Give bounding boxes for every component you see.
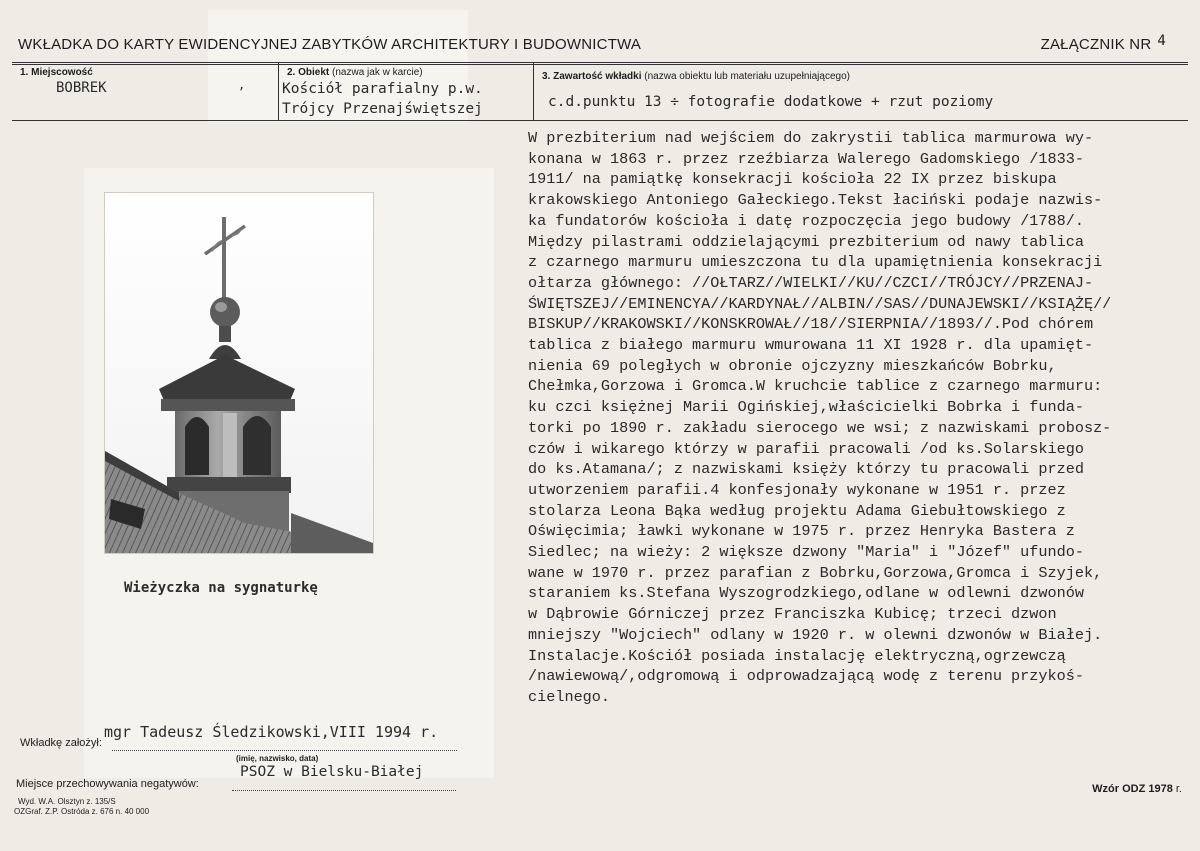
body-line: torki po 1890 r. zakładu sierocego we wsi; z nazwiskami probosz- (528, 418, 1112, 437)
form-template-number: Wzór ODZ 1978 r. (1092, 783, 1182, 795)
locality-value: BOBREK (56, 80, 107, 96)
field-divider-2 (533, 63, 534, 120)
body-line: tablica z białego marmuru wmurowana 11 XI 1928 r. dla upamięt- (528, 336, 1094, 355)
printer-line-1: Wyd. W.A. Olsztyn z. 135/S (18, 797, 116, 806)
field-divider-1 (278, 63, 279, 120)
body-line: w Dąbrowie Górniczej przez Franciszka Kubicę; trzeci dzwon (528, 605, 1057, 624)
body-line: z czarnego marmuru umieszczona tu dla upamiętnienia konsekracji (528, 253, 1103, 272)
church-turret-photograph (105, 193, 373, 553)
body-line: Między pilastrami oddzielającymi prezbiterium od nawy tablica (528, 232, 1084, 251)
author-dotted-line (112, 750, 457, 751)
body-line: nienia 69 poległych w obronie ojczyzny mieszkańców Bobrku, (528, 356, 1057, 375)
negatives-value: PSOZ w Bielsku-Białej (240, 764, 424, 780)
body-line: wane w 1970 r. przez parafian z Bobrku,Gorzowa,Gromca i Szyjek, (528, 563, 1103, 582)
body-line: mniejszy "Wojciech" odlany w 1920 r. w olewni dzwonów w Białej. (528, 625, 1103, 644)
body-line: /nawiewową/,odgromową i odprowadzającą wodę z terenu przykoś- (528, 667, 1084, 686)
body-line: W prezbiterium nad wejściem do zakrystii tablica marmurowa wy- (528, 129, 1094, 147)
body-line: Chełmka,Gorzowa i Gromca.W kruchcie tablice z czarnego marmuru: (528, 377, 1103, 396)
body-text (528, 128, 1168, 708)
author-value: mgr Tadeusz Śledzikowski,VIII 1994 r. (104, 723, 439, 741)
negatives-dotted-line (232, 790, 456, 791)
stray-mark: , (238, 78, 246, 92)
printer-line-2: OZGraf. Z.P. Ostróda z. 676 n. 40 000 (14, 807, 150, 816)
body-line: ołtarza głównego: //OŁTARZ//WIELKI//KU//CZCI//TRÓJCY//PRZENAJ- (528, 273, 1094, 292)
body-line: konana w 1863 r. przez rzeźbiarza Walerego Gadomskiego /1833- (528, 149, 1084, 168)
content-value: c.d.punktu 13 ÷ fotografie dodatkowe + rzut poziomy (548, 94, 994, 110)
author-hint: (imię, nazwisko, data) (236, 754, 319, 763)
rule-top-2 (12, 64, 1188, 65)
body-line: Oświęcimia; ławki wykonane w 1975 r. przez Henryka Bastera z (528, 522, 1075, 541)
rule-fields-bottom (12, 120, 1188, 121)
body-line: ku czci księżnej Marii Ogińskiej,właścicielki Bobrka i funda- (528, 398, 1084, 417)
body-line: do ks.Atamana/; z nazwiskami księży którzy tu pracowali przed (528, 460, 1084, 479)
locality-label: 1. Miejscowość (20, 67, 93, 78)
body-line: 1911/ na pamiątkę konsekracji kościoła 22 IX przez biskupa (528, 170, 1057, 189)
body-line: Instalacje.Kościół posiada instalację elektryczną,ogrzewczą (528, 646, 1066, 665)
body-line: czów i wikarego którzy w parafii pracowali /od ks.Solarskiego (528, 439, 1084, 458)
form-title: WKŁADKA DO KARTY EWIDENCYJNEJ ZABYTKÓW ARCHITEKTURY I BUDOWNICTWA (18, 36, 642, 53)
photo-caption: Wieżyczka na sygnaturkę (124, 580, 318, 596)
attachment-number: ZAŁĄCZNIK NR 4 (1040, 33, 1166, 53)
author-label: Wkładkę założył: (20, 737, 102, 749)
object-value-line-1: Kościół parafialny p.w. (282, 81, 483, 97)
negatives-label: Miejsce przechowywania negatywów: (16, 778, 199, 790)
turret-photo (104, 192, 374, 554)
body-line: stolarza Leona Bąka według projektu Adama Giebułtowskiego z (528, 501, 1066, 520)
body-line: BISKUP//KRAKOWSKI//KONSKROWAŁ//18//SIERPNIA//1893//.Pod chórem (528, 315, 1094, 334)
object-value-line-2: Trójcy Przenajświętszej (282, 101, 483, 117)
body-line: krakowskiego Antoniego Gałeckiego.Tekst łaciński podaje nazwis- (528, 191, 1103, 210)
body-line: ŚWIĘTSZEJ//EMINENCYA//KARDYNAŁ//ALBIN//SAS//DUNAJEWSKI//KSIĄŻĘ// (528, 294, 1112, 313)
body-line: cielnego. (528, 687, 611, 706)
rule-top (12, 62, 1188, 63)
body-line: Siedlec; na wieży: 2 większe dzwony "Maria" i "Józef" ufundo- (528, 543, 1084, 562)
body-line: ka fundatorów kościoła i datę rozpoczęcia jego budowy /1788/. (528, 211, 1084, 230)
content-label: 3. Zawartość wkładki (nazwa obiektu lub materiału uzupełniającego) (542, 71, 850, 82)
object-label: 2. Obiekt (nazwa jak w karcie) (287, 67, 423, 78)
body-line: utworzeniem parafii.4 konfesjonały wykonane w 1951 r. przez (528, 480, 1066, 499)
body-line: staraniem ks.Stefana Wyszogrodzkiego,odlane w odlewni dzwonów (528, 584, 1084, 603)
